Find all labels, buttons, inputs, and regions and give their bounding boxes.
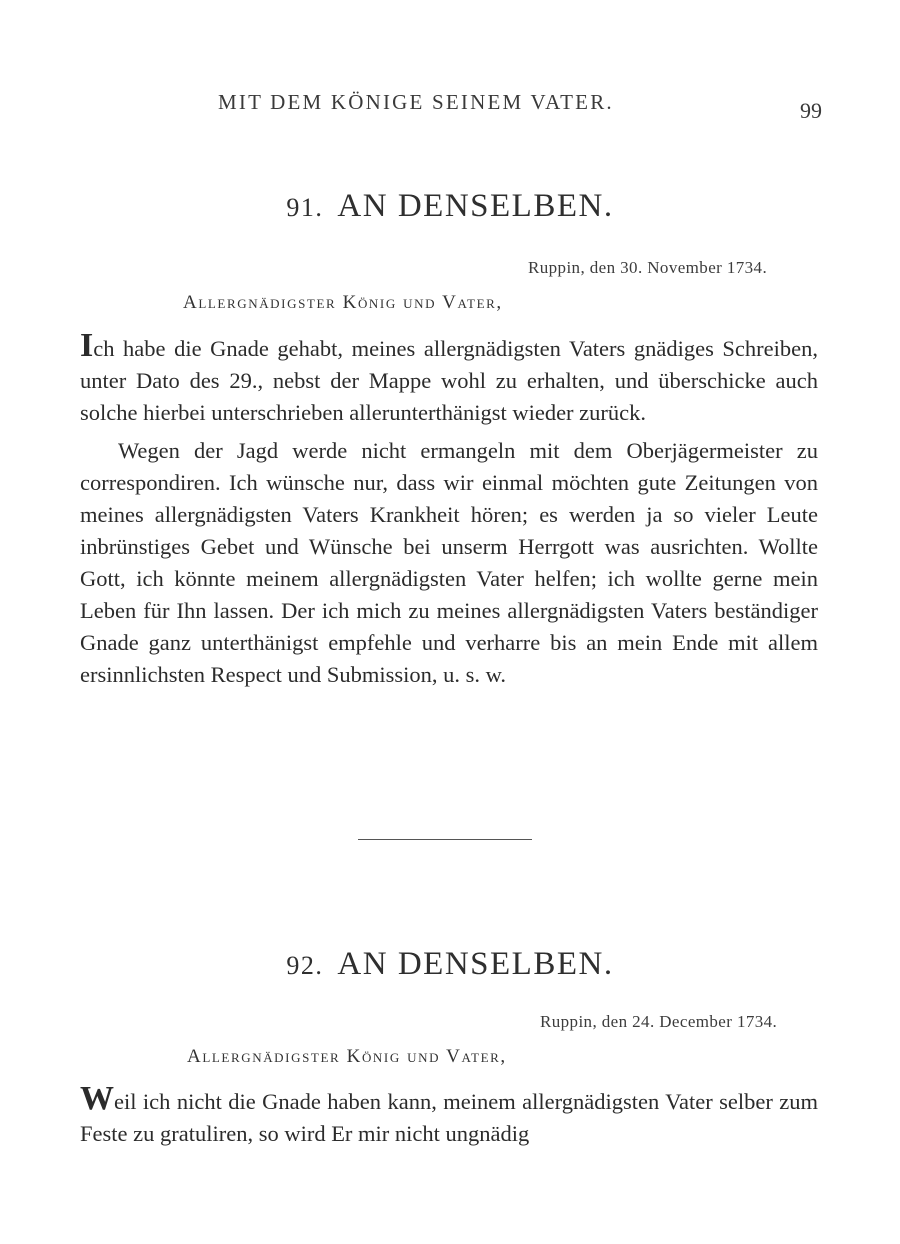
paragraph-text: eil ich nicht die Gnade haben kann, meinem allergnädigsten Vater selber zum Feste zu gratuliren, so wird Er mir nicht ungnädig — [80, 1089, 818, 1146]
letter-92-body — [80, 1080, 818, 1150]
paragraph-text: ch habe die Gnade gehabt, meines allergnädigsten Vaters gnädiges Schreiben, unter Dato des 29., nebst der Mappe wohl zu erhalten, und überschicke auch solche hierbei unterschrieben allerunterthänigst wieder zurück. — [80, 336, 818, 425]
paragraph — [80, 327, 818, 429]
letter-number: 92. — [286, 951, 324, 980]
letter-91-dateline: Ruppin, den 30. November 1734. — [528, 258, 768, 277]
section-divider — [358, 839, 532, 840]
letter-91-salutation: Allergnädigster König und Vater, — [183, 292, 503, 313]
running-title: MIT DEM KÖNIGE SEINEM VATER. — [218, 90, 614, 114]
letter-number: 91. — [286, 193, 324, 222]
letter-title: AN DENSELBEN. — [337, 188, 614, 224]
letter-91-heading — [0, 188, 900, 225]
paragraph — [80, 1080, 818, 1150]
paragraph: Wegen der Jagd werde nicht ermangeln mit dem Oberjägermeister zu correspondiren. Ich wünsche nur, dass wir einmal möchten gute Zeitungen von meines allergnädigsten Vaters Krankheit hören; es werden ja so vieler Leute inbrünstiges Gebet und Wünsche bei unserm Herrgott was ausrichten. Wollte Gott, ich könnte meinem allergnädigsten Vater helfen; ich wollte gerne mein Leben für Ihn lassen. Der ich mich zu meines allergnädigsten Vaters beständiger Gnade ganz unterthänigst empfehle und verharre bis an mein Ende mit allem ersinnlichsten Respect und Submission, u. s. w. — [80, 438, 818, 687]
running-header — [0, 90, 900, 123]
letter-91-body — [80, 327, 818, 691]
page-number: 99 — [800, 98, 822, 123]
letter-92-heading — [0, 946, 900, 983]
letter-92-salutation: Allergnädigster König und Vater, — [187, 1046, 507, 1067]
drop-cap: I — [80, 327, 94, 364]
letter-92-dateline: Ruppin, den 24. December 1734. — [540, 1012, 778, 1031]
drop-cap: W — [80, 1080, 114, 1117]
letter-title: AN DENSELBEN. — [337, 946, 614, 982]
